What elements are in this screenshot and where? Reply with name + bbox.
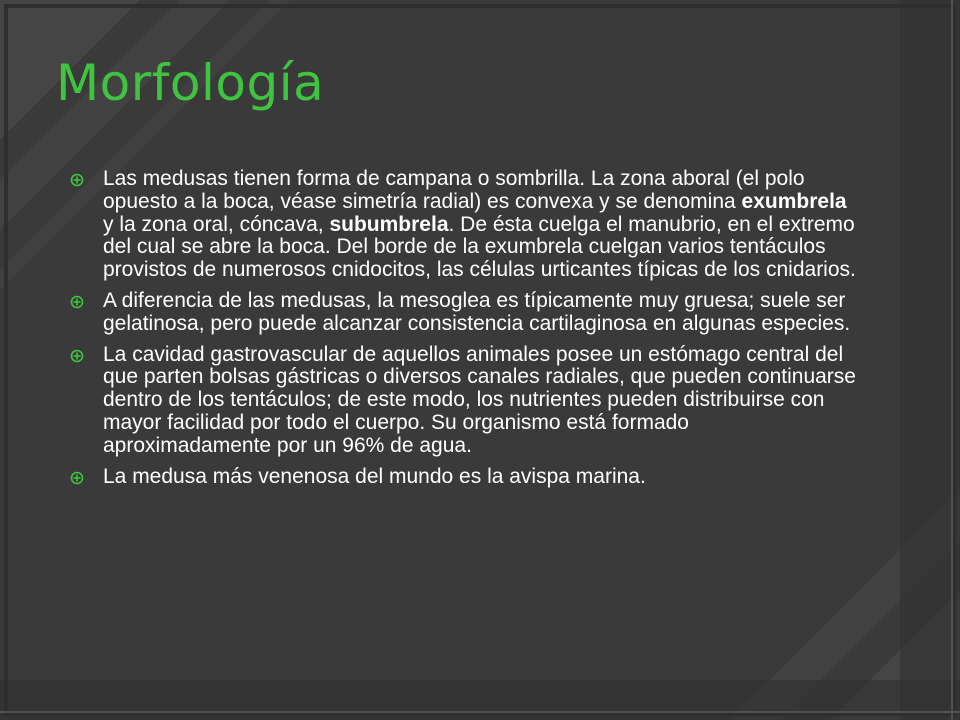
bullet-text bbox=[103, 168, 860, 282]
text-segment: . De ésta cuelga el manubrio, en el extremo del cual se abre la boca. Del borde de la exumbrela cuelgan varios tentáculos provistos de numerosos cnidocitos, las células urticantes típicas de los cnidarios. bbox=[103, 212, 856, 282]
bullet-item bbox=[70, 466, 860, 490]
bullet-text bbox=[103, 466, 646, 489]
bullet-list bbox=[70, 168, 860, 498]
text-segment: La cavidad gastrovascular de aquellos animales posee un estómago central del que parten bolsas gástricas o diversos canales radiales, que pueden continuarse dentro de los tentáculos; de este modo, los nutrientes pueden distribuirse con mayor facilidad por todo el cuerpo. Su organismo está formado aproximadamente por un 96% de agua. bbox=[103, 342, 856, 457]
bold-term: subumbrela bbox=[329, 212, 449, 236]
circled-plus-icon bbox=[70, 290, 103, 314]
slide-title: Morfología bbox=[56, 54, 325, 112]
bullet-item bbox=[70, 290, 860, 336]
circled-plus-icon bbox=[70, 168, 103, 192]
bullet-text bbox=[103, 344, 860, 458]
text-segment: Las medusas tienen forma de campana o sombrilla. La zona aboral (el polo opuesto a la boca, véase simetría radial) es convexa y se denomina bbox=[103, 167, 805, 213]
text-segment: La medusa más venenosa del mundo es la avispa marina. bbox=[103, 464, 646, 488]
circled-plus-icon bbox=[70, 344, 103, 368]
bullet-item bbox=[70, 344, 860, 458]
text-segment: y la zona oral, cóncava, bbox=[103, 212, 330, 236]
circled-plus-icon bbox=[70, 466, 103, 490]
bullet-text bbox=[103, 290, 860, 336]
bullet-item bbox=[70, 168, 860, 282]
text-segment: A diferencia de las medusas, la mesoglea es típicamente muy gruesa; suele ser gelatinosa, pero puede alcanzar consistencia cartilaginosa en algunas especies. bbox=[103, 288, 851, 335]
bold-term: exumbrela bbox=[741, 189, 847, 213]
